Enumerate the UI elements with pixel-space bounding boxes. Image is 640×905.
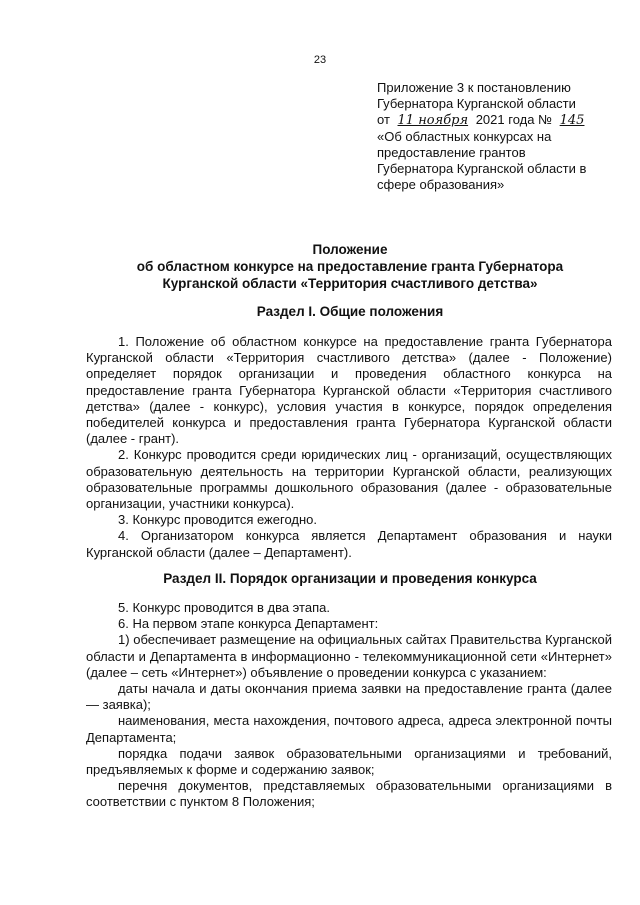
paragraph: 3. Конкурс проводится ежегодно. <box>118 512 317 528</box>
page-number: 23 <box>313 54 327 66</box>
document-title <box>80 241 620 292</box>
paragraph: 1. Положение об областном конкурсе на предоставление гранта Губернатора Курганской области «Территория счастливого детства» (далее - Положение) определяет порядок организации и проведения областного конкурса на предоставление гранта Губернатора Курганской области «Территория счастливого детства» (далее - конкурс), условия участия в конкурсе, порядок определения победителей конкурса и предоставления гранта Губернатора Курганской области (далее - грант). <box>86 334 612 447</box>
appendix-date-line <box>377 112 627 129</box>
appendix-block <box>377 80 627 193</box>
appendix-line-1: Приложение 3 к постановлению <box>377 80 571 95</box>
section-2-body <box>86 600 612 811</box>
appendix-line-6: Губернатора Курганской области в <box>377 161 587 176</box>
paragraph: 5. Конкурс проводится в два этапа. <box>118 600 330 615</box>
paragraph: перечня документов, представляемых образовательными организациями в соответствии с пунктом 8 Положения; <box>86 778 612 810</box>
paragraph: даты начала и даты окончания приема заявки на предоставление гранта (далее — заявка); <box>86 681 612 713</box>
year-text: 2021 года № <box>475 112 553 127</box>
appendix-line-5: предоставление грантов <box>377 145 526 160</box>
title-line-2: об областном конкурсе на предоставление гранта Губернатора <box>136 259 564 274</box>
section-1-body <box>86 334 612 561</box>
paragraph: 4. Организатором конкурса является Департамент образования и науки Курганской области (далее – Департамент). <box>86 528 612 560</box>
paragraph: 1) обеспечивает размещение на официальных сайтах Правительства Курганской области и Департамента в информационно - телекоммуникационной сети «Интернет» (далее – сеть «Интернет») объявление о проведении конкурса с указанием: <box>86 632 612 680</box>
appendix-line-2: Губернатора Курганской области <box>377 96 576 111</box>
date-prefix: от <box>377 112 390 127</box>
section-2-heading: Раздел II. Порядок организации и проведения конкурса <box>163 571 537 586</box>
paragraph: наименования, места нахождения, почтового адреса, адреса электронной почты Департамента; <box>86 713 612 745</box>
title-line-1: Положение <box>312 242 388 257</box>
paragraph: 6. На первом этапе конкурса Департамент: <box>118 616 379 632</box>
paragraph: порядка подачи заявок образовательными организациями и требований, предъявляемых к форме и содержанию заявок; <box>86 745 612 778</box>
paragraph: 2. Конкурс проводится среди юридических лиц - организаций, осуществляющих образовательную деятельность на территории Курганской области, реализующих образовательные программы дошкольного образования (далее - образовательные организации, участники конкурса). <box>86 447 612 512</box>
title-line-3: Курганской области «Территория счастливого детства» <box>162 276 538 291</box>
handwritten-date: 11 ноября <box>397 113 469 128</box>
appendix-line-7: сфере образования» <box>377 177 505 192</box>
handwritten-number: 145 <box>559 113 585 128</box>
appendix-line-4: «Об областных конкурсах на <box>377 129 552 144</box>
section-1-heading: Раздел I. Общие положения <box>256 304 444 319</box>
